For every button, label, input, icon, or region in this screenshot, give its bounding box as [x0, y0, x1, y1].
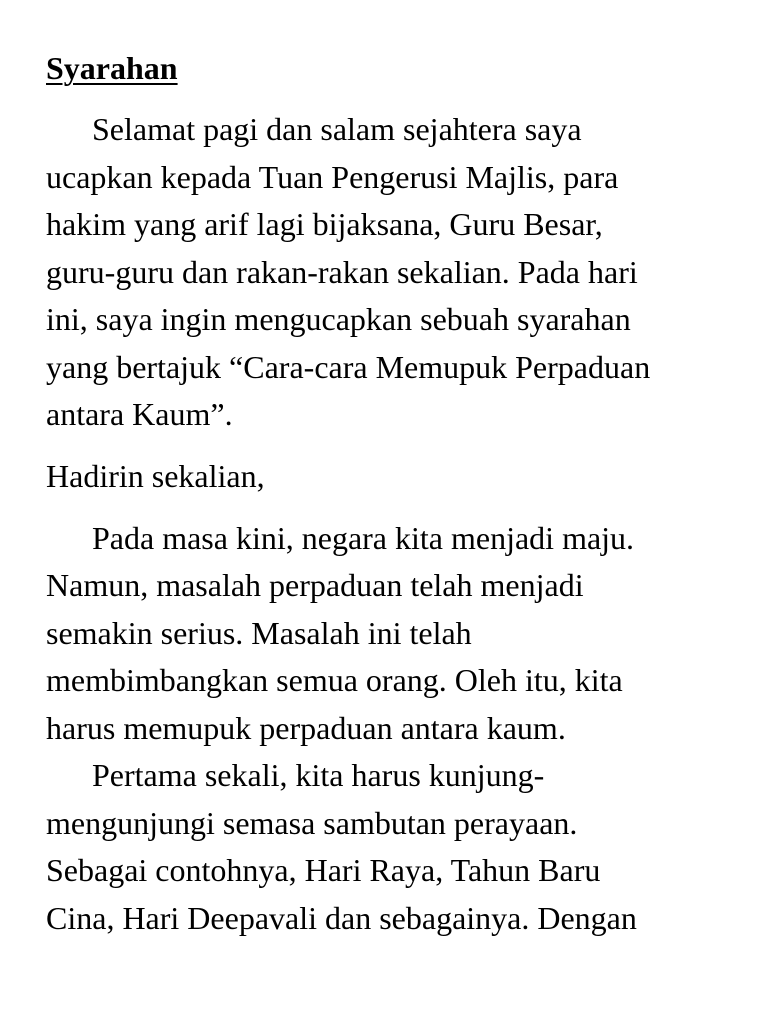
salutation-line: Hadirin sekalian,: [46, 458, 265, 494]
paragraph-1-line-1: Selamat pagi dan salam sejahtera saya: [92, 111, 582, 147]
paragraph-2-line-3: semakin serius. Masalah ini telah: [46, 615, 472, 651]
paragraph-2-line-5: harus memupuk perpaduan antara kaum.: [46, 710, 566, 746]
paragraph-1-line-3: hakim yang arif lagi bijaksana, Guru Besar,: [46, 206, 603, 242]
paragraph-2-line-1: Pada masa kini, negara kita menjadi maju.: [92, 520, 635, 556]
paragraph-1-line-4: guru-guru dan rakan-rakan sekalian. Pada hari: [46, 254, 638, 290]
paragraph-3-line-3: Sebagai contohnya, Hari Raya, Tahun Baru: [46, 852, 601, 888]
paragraph-1-line-7: antara Kaum”.: [46, 396, 233, 432]
paragraph-2-line-2: Namun, masalah perpaduan telah menjadi: [46, 567, 584, 603]
paragraph-1-line-2: ucapkan kepada Tuan Pengerusi Majlis, para: [46, 159, 619, 195]
paragraph-3-line-2: mengunjungi semasa sambutan perayaan.: [46, 805, 578, 841]
paragraph-1-line-6: yang bertajuk “Cara-cara Memupuk Perpaduan: [46, 349, 651, 385]
paragraph-1-line-5: ini, saya ingin mengucapkan sebuah syarahan: [46, 301, 631, 337]
paragraph-3-line-4: Cina, Hari Deepavali dan sebagainya. Dengan: [46, 900, 637, 936]
paragraph-2-line-4: membimbangkan semua orang. Oleh itu, kita: [46, 662, 623, 698]
paragraph-3-line-1: Pertama sekali, kita harus kunjung-: [92, 757, 545, 793]
document-title: Syarahan: [46, 50, 178, 86]
